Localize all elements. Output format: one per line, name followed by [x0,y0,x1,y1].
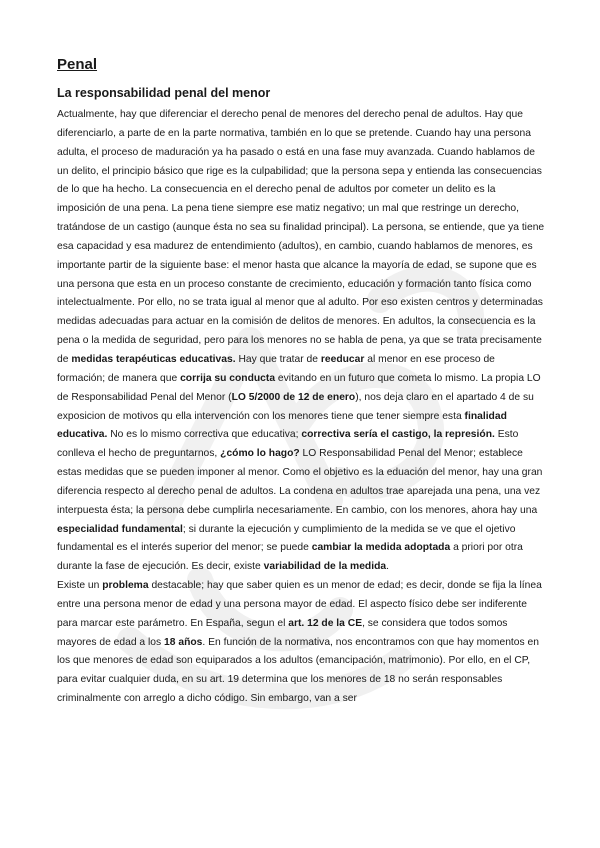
text-run: LO Responsabilidad Penal del Menor; establece estas medidas que se pueden imponer al menor. Como el objetivo es la eduación del menor, hay una gran diferencia respecto al derecho penal de adultos. La condena en adultos trae aparejada una pena, una vez interpuesta ésta; la persona debe cumplirla necesariamente. En cambio, con los menores, ahora hay una [57,448,543,516]
bold-text-run: finalidad educativa. [57,410,507,441]
section-heading: La responsabilidad penal del menor [57,86,271,100]
text-run: al menor en ese proceso de formación; de manera que [57,353,495,384]
text-run: No es lo mismo correctiva que educativa; [107,429,302,441]
bold-text-run: art. 12 de la CE [288,617,363,629]
bold-text-run: especialidad fundamental [57,523,183,535]
bold-text-run: ¿cómo lo hago? [220,448,300,460]
bold-text-run: LO 5/2000 de 12 de enero [231,391,356,403]
bold-text-run: corrija su conducta [180,372,276,384]
text-run: evitando en un futuro que cometa lo mismo. La propia LO de Responsabilidad Penal del Menor ( [57,372,541,403]
bold-text-run: reeducar [320,353,365,365]
text-run: a priori por otra durante la fase de ejecución. Es decir, existe [57,542,523,573]
text-run: , se considera que todos somos mayores de edad a los [57,617,508,648]
text-run: destacable; hay que saber quien es un menor de edad; es decir, donde se fija la línea entre una persona menor de edad y una persona mayor de edad. El aspecto físico debe ser indiferente para marcar este parámetro. En España, segun el [57,580,542,629]
text-run: . En función de la normativa, nos encontramos con que hay momentos en los que menores de edad son equiparados a los adultos (emancipación, matrimonio). Por ello, en el CP, para evitar cualquier duda, en su art. 19 determina que los menores de 18 no serán responsables criminalmente con arreglo a dicho código. Sin embargo, van a ser [57,636,539,705]
text-run: Esto conlleva el hecho de preguntarnos, [57,429,519,460]
document-title: Penal [57,56,98,73]
text-run: Existe un [57,580,103,592]
text-run: ; si durante la ejecución y cumplimiento de la medida se ve que el ojetivo fundamental es el interés superior del menor; se puede [57,523,516,554]
bold-text-run: medidas terapéuticas educativas. [71,353,236,365]
document-content [57,55,545,709]
text-run: Hay que tratar de [235,353,321,365]
bold-text-run: 18 años [164,636,203,648]
bold-text-run: variabilidad de la medida [263,561,387,573]
bold-text-run: problema [102,580,149,592]
paragraph-2 [57,577,545,709]
paragraph-1 [57,106,545,577]
text-run: ), nos deja claro en el apartado 4 de su exposicion de motivos qu ella intervención con los menores tiene que tener siempre esta [57,391,534,422]
bold-text-run: cambiar la medida adoptada [311,542,451,554]
bold-text-run: correctiva sería el castigo, la represión. [301,429,495,441]
text-run: Actualmente, hay que diferenciar el derecho penal de menores del derecho penal de adultos. Hay que diferenciarlo, a parte de en la parte normativa, también en lo que se pretende. Cuando hay una persona adulta, el proceso de maduración ya ha pasado o está en una fase muy avanzada. Cuando hablamos de un delito, el principio básico que rige es la culpabilidad; que la persona sepa y entienda las consecuencias de lo que ha hecho. La consecuencia en el derecho penal de adultos por cometer un delito es la imposición de una pena. La pena tiene siempre ese matiz negativo; un mal que restringe un derecho, tratándose de un castigo (aunque ésta no sea su finalidad principal). La persona, se entiende, que ya tiene esa capacidad y esa madurez de entendimiento (adultos), en cambio, cuando hablamos de menores, es importante partir de la siguiente base: el menor hasta que alcance la mayoría de edad, se supone que es una persona que esta en un proceso constante de crecimiento, educación y formación tanto física como intelectualmente. Por ello, no se trata igual al menor que al adulto. Por eso existen centros y determinadas medidas adecuadas para actuar en la comisión de delitos de menores. En adultos, la consecuencia es la pena o la medida de seguridad, pero para los menores no se habla de pena, ya que se trata precisamente de [57,109,545,365]
text-run: . [386,561,389,573]
